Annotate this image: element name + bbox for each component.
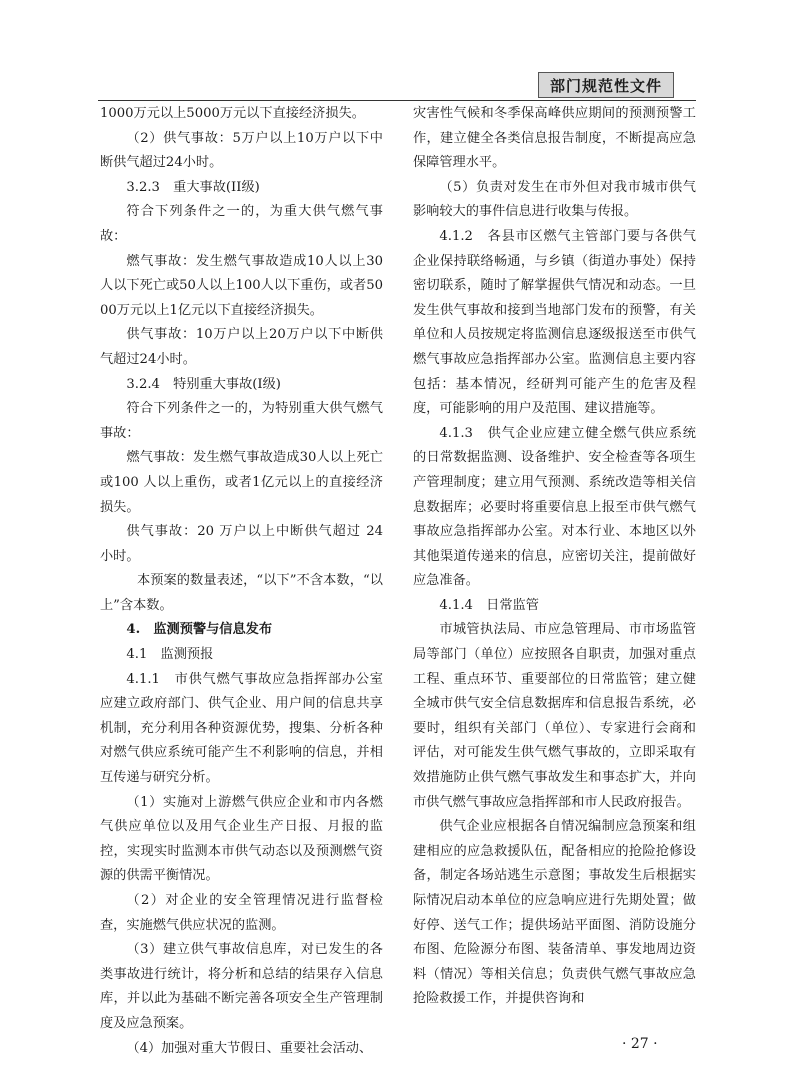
paragraph: 4.1.4 日常监管 <box>439 597 539 613</box>
paragraph: 4.1.3 供气企业应建立健全燃气供应系统的日常数据监测、设备维护、安全检查等各项生产管理制度；建立用气预测、系统改造等相关信息数据库；必要时将重要信息上报至市供气燃气事故应急指挥部办公室。对本行业、本地区以外其他渠道传递来的信息，应密切关注，提前做好应急准备。 <box>413 425 696 589</box>
paragraph: （5）负责对发生在市外但对我市城市供气影响较大的事件信息进行收集与传报。 <box>413 179 696 220</box>
paragraph: 供气事故：20 万户以上中断供气超过 24 小时。 <box>100 524 383 564</box>
right-column <box>413 102 696 1012</box>
paragraph: 符合下列条件之一的，为重大供气燃气事故： <box>100 204 383 244</box>
paragraph: 燃气事故：发生燃气事故造成30人以上死亡或100 人以上重伤，或者1亿元以上的直接经济损失。 <box>100 450 383 515</box>
paragraph: 供气企业应根据各自情况编制应急预案和组建相应的应急救援队伍，配备相应的抢险抢修设备，制定各场站逃生示意图；事故发生后根据实际情况启动本单位的应急响应进行先期处置；做好停、送气工作；提供场站平面图、消防设施分布图、危险源分布图、装备清单、事发地周边资料（情况）等相关信息；负责供气燃气事故应急抢险救援工作，并提供咨询和 <box>413 819 696 1007</box>
paragraph: （2）对企业的安全管理情况进行监督检查，实施燃气供应状况的监测。 <box>100 893 383 933</box>
paragraph: 供气事故：10万户以上20万户以下中断供气超过24小时。 <box>100 327 383 367</box>
paragraph: 3.2.3 重大事故(II级) <box>126 179 260 195</box>
paragraph: （1）实施对上游燃气供应企业和市内各燃气供应单位以及用气企业生产日报、月报的监控，实现实时监测本市供气动态以及预测燃气资源的供需平衡情况。 <box>100 794 383 884</box>
paragraph: 燃气事故：发生燃气事故造成10人以上30人以下死亡或50人以上100人以下重伤，或者5000万元以上1亿元以下直接经济损失。 <box>100 253 383 318</box>
paragraph: 本预案的数量表述，“以下”不含本数，“以上”含本数。 <box>100 573 383 613</box>
paragraph: 4.1 监测预报 <box>126 647 214 663</box>
paragraph: 4.1.2 各县市区燃气主管部门要与各供气企业保持联络畅通，与乡镇（街道办事处）保持密切联系，随时了解掌握供气情况和动态。一旦发生供气事故和接到当地部门发布的预警，有关单位和人员按规定将监测信息逐级报送至市供气燃气事故应急指挥部办公室。监测信息主要内容包括：基本情况，经研判可能产生的危害及程度，可能影响的用户及范围、建议措施等。 <box>413 228 696 417</box>
paragraph: 4. 监测预警与信息发布 <box>126 622 273 638</box>
paragraph: 市城管执法局、市应急管理局、市市场监管局等部门（单位）应按照各自职责，加强对重点工程、重点环节、重要部位的日常监管；建立健全城市供气安全信息数据库和信息报告系统，必要时，组织有关部门（单位）、专家进行会商和评估，对可能发生供气燃气事故的，立即采取有效措施防止供气燃气事故发生和事态扩大，并向市供气燃气事故应急指挥部和市人民政府报告。 <box>413 622 696 810</box>
section-label: 部门规范性文件 <box>538 72 674 98</box>
paragraph: 灾害性气候和冬季保高峰供应期间的预测预警工作，建立健全各类信息报告制度，不断提高应急保障管理水平。 <box>413 106 696 171</box>
header-rule <box>98 100 696 101</box>
paragraph: 3.2.4 特别重大事故(I级) <box>126 376 281 392</box>
paragraph: （3）建立供气事故信息库，对已发生的各类事故进行统计，将分析和总结的结果存入信息库，并以此为基础不断完善各项安全生产管理制度及应急预案。 <box>100 942 383 1031</box>
paragraph: （2）供气事故：5万户以上10万户以下中断供气超过24小时。 <box>100 130 383 171</box>
page-number: · 27 · <box>622 1036 658 1052</box>
left-column <box>100 102 383 1061</box>
paragraph: 4.1.1 市供气燃气事故应急指挥部办公室应建立政府部门、供气企业、用户间的信息共享机制，充分利用各种资源优势，搜集、分析各种对燃气供应系统可能产生不利影响的信息，并相互传递与研究分析。 <box>100 671 383 786</box>
paragraph: 1000万元以上5000万元以下直接经济损失。 <box>100 106 365 121</box>
paragraph: （4）加强对重大节假日、重要社会活动、 <box>126 1040 373 1056</box>
paragraph: 符合下列条件之一的，为特别重大供气燃气事故： <box>100 401 383 441</box>
